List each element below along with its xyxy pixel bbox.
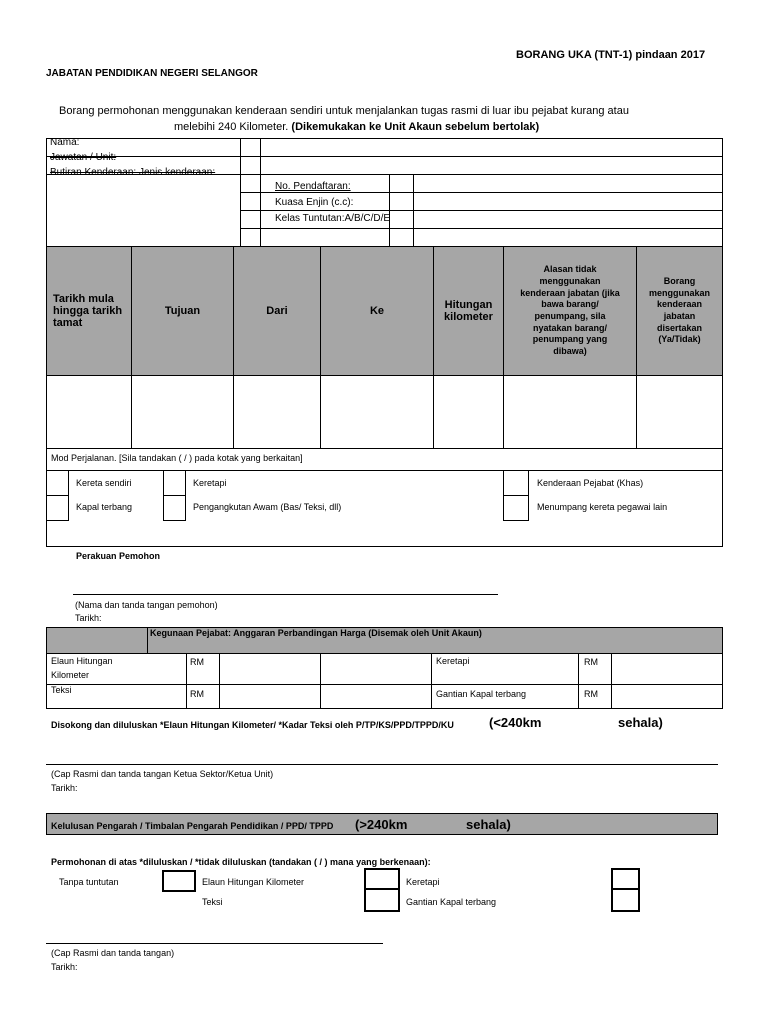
cell-form-attached[interactable] bbox=[636, 375, 723, 449]
cell-from[interactable] bbox=[233, 375, 321, 449]
endorsement-signature-line[interactable] bbox=[46, 764, 718, 765]
header-dates: Tarikh mula hingga tarikh tamat bbox=[46, 246, 132, 376]
approval-option-km: Elaun Hitungan Kilometer bbox=[202, 877, 305, 887]
km-allowance-extra[interactable] bbox=[320, 653, 432, 685]
header-reason: Alasan tidak menggunakan kenderaan jabatan (jika bawa barang/ penumpang, sila nyatakan barang/ penumpang yang dibawa) bbox=[503, 246, 637, 376]
header-km: Hitungan kilometer bbox=[433, 246, 504, 376]
no-claim-label: Tanpa tuntutan bbox=[59, 877, 119, 887]
rm-label-1: RM bbox=[190, 657, 204, 667]
endorsement-distance: (<240km bbox=[489, 715, 542, 730]
director-date-label: Tarikh: bbox=[51, 962, 78, 972]
position-field[interactable] bbox=[262, 158, 720, 173]
approval-option-train: Keretapi bbox=[406, 877, 440, 887]
checkbox-train[interactable] bbox=[611, 868, 640, 890]
taxi-extra[interactable] bbox=[320, 684, 432, 709]
checkbox-ride-along[interactable] bbox=[503, 495, 529, 521]
cell-to[interactable] bbox=[320, 375, 434, 449]
plane-label: Gantian Kapal terbang bbox=[436, 689, 527, 699]
km-allowance-label-b: Kilometer bbox=[51, 670, 90, 680]
director-sign-label: (Cap Rasmi dan tanda tangan) bbox=[51, 948, 175, 958]
cell-reason[interactable] bbox=[503, 375, 637, 449]
registration-label: No. Pendaftaran: bbox=[275, 181, 351, 192]
signature-line[interactable] bbox=[73, 594, 498, 595]
cell-km[interactable] bbox=[433, 375, 504, 449]
train-label: Keretapi bbox=[436, 656, 470, 666]
cell-dates[interactable] bbox=[46, 375, 132, 449]
header-from: Dari bbox=[233, 246, 321, 376]
cell-purpose[interactable] bbox=[131, 375, 234, 449]
km-allowance-label-a: Elaun Hitungan bbox=[51, 656, 113, 666]
checkbox-taxi[interactable] bbox=[364, 888, 400, 912]
taxi-label: Teksi bbox=[51, 685, 72, 695]
registration-field[interactable] bbox=[415, 176, 720, 191]
header-purpose: Tujuan bbox=[131, 246, 234, 376]
intro-line-2-plain: melebihi 240 Kilometer. bbox=[174, 121, 289, 133]
rm-label-3: RM bbox=[584, 657, 598, 667]
approval-option-taxi: Teksi bbox=[202, 897, 223, 907]
claim-class-field[interactable] bbox=[415, 212, 720, 227]
intro-line-1: Borang permohonan menggunakan kenderaan sendiri untuk menjalankan tugas rasmi di luar ibu pejabat kurang atau bbox=[59, 105, 629, 117]
option-own-car: Kereta sendiri bbox=[76, 478, 132, 488]
train-amount[interactable] bbox=[611, 653, 723, 685]
office-use-title: Kegunaan Pejabat: Anggaran Perbandingan Harga (Disemak oleh Unit Akaun) bbox=[150, 628, 482, 638]
checkbox-train[interactable] bbox=[163, 470, 186, 496]
header-to: Ke bbox=[320, 246, 434, 376]
km-allowance-amount[interactable] bbox=[219, 653, 321, 685]
approval-instruction: Permohonan di atas *diluluskan / *tidak diluluskan (tandakan ( / ) mana yang berkenaan): bbox=[51, 857, 431, 867]
endorsement-date-label: Tarikh: bbox=[51, 783, 78, 793]
director-signature-line[interactable] bbox=[46, 943, 383, 944]
endorsement-direction: sehala) bbox=[618, 715, 663, 730]
option-plane: Kapal terbang bbox=[76, 502, 133, 512]
checkbox-plane[interactable] bbox=[611, 888, 640, 912]
plane-amount[interactable] bbox=[611, 684, 723, 709]
name-field[interactable] bbox=[262, 140, 720, 155]
intro-line-2 bbox=[174, 121, 539, 134]
option-public-transport: Pengangkutan Awam (Bas/ Teksi, dll) bbox=[193, 502, 342, 512]
director-approval-title: Kelulusan Pengarah / Timbalan Pengarah Pendidikan / PPD/ TPPD bbox=[51, 821, 334, 831]
department-title: JABATAN PENDIDIKAN NEGERI SELANGOR bbox=[46, 68, 258, 79]
option-ride-along: Menumpang kereta pegawai lain bbox=[537, 502, 668, 512]
applicant-date-label: Tarikh: bbox=[75, 613, 102, 623]
endorsement-text: Disokong dan diluluskan *Elaun Hitungan Kilometer/ *Kadar Teksi oleh P/TP/KS/PPD/TPPD/KU bbox=[51, 720, 454, 730]
endorsement-sign-label: (Cap Rasmi dan tanda tangan Ketua Sektor/Ketua Unit) bbox=[51, 769, 274, 779]
option-train: Keretapi bbox=[193, 478, 227, 488]
name-label: Nama: bbox=[50, 137, 80, 148]
director-approval-distance: (>240km bbox=[355, 817, 408, 832]
header-form-attached: Borang menggunakan kenderaan jabatan disertakan (Ya/Tidak) bbox=[636, 246, 723, 376]
vehicle-type-label: Butiran Kenderaan: Jenis kenderaan: bbox=[50, 167, 216, 178]
checkbox-public-transport[interactable] bbox=[163, 495, 186, 521]
checkbox-plane[interactable] bbox=[46, 495, 69, 521]
rm-label-4: RM bbox=[584, 689, 598, 699]
claim-class-label: Kelas Tuntutan:A/B/C/D/E bbox=[275, 213, 391, 224]
approval-option-plane: Gantian Kapal terbang bbox=[406, 897, 497, 907]
engine-field[interactable] bbox=[415, 194, 720, 209]
position-label: Jawatan / Unit: bbox=[50, 152, 117, 163]
checkbox-own-car[interactable] bbox=[46, 470, 69, 496]
intro-line-2-bold: (Dikemukakan ke Unit Akaun sebelum bertolak) bbox=[291, 121, 540, 133]
engine-label: Kuasa Enjin (c.c): bbox=[275, 197, 354, 208]
checkbox-no-claim[interactable] bbox=[162, 870, 196, 892]
form-code: BORANG UKA (TNT-1) pindaan 2017 bbox=[516, 49, 706, 61]
travel-mode-label: Mod Perjalanan. [Sila tandakan ( / ) pada kotak yang berkaitan] bbox=[51, 453, 303, 463]
taxi-amount[interactable] bbox=[219, 684, 321, 709]
option-office-vehicle: Kenderaan Pejabat (Khas) bbox=[537, 478, 644, 488]
declaration-title: Perakuan Pemohon bbox=[76, 551, 161, 561]
director-approval-direction: sehala) bbox=[466, 817, 511, 832]
checkbox-km-allowance[interactable] bbox=[364, 868, 400, 890]
rm-label-2: RM bbox=[190, 689, 204, 699]
checkbox-office-vehicle[interactable] bbox=[503, 470, 529, 496]
applicant-sign-label: (Nama dan tanda tangan pemohon) bbox=[75, 600, 218, 610]
